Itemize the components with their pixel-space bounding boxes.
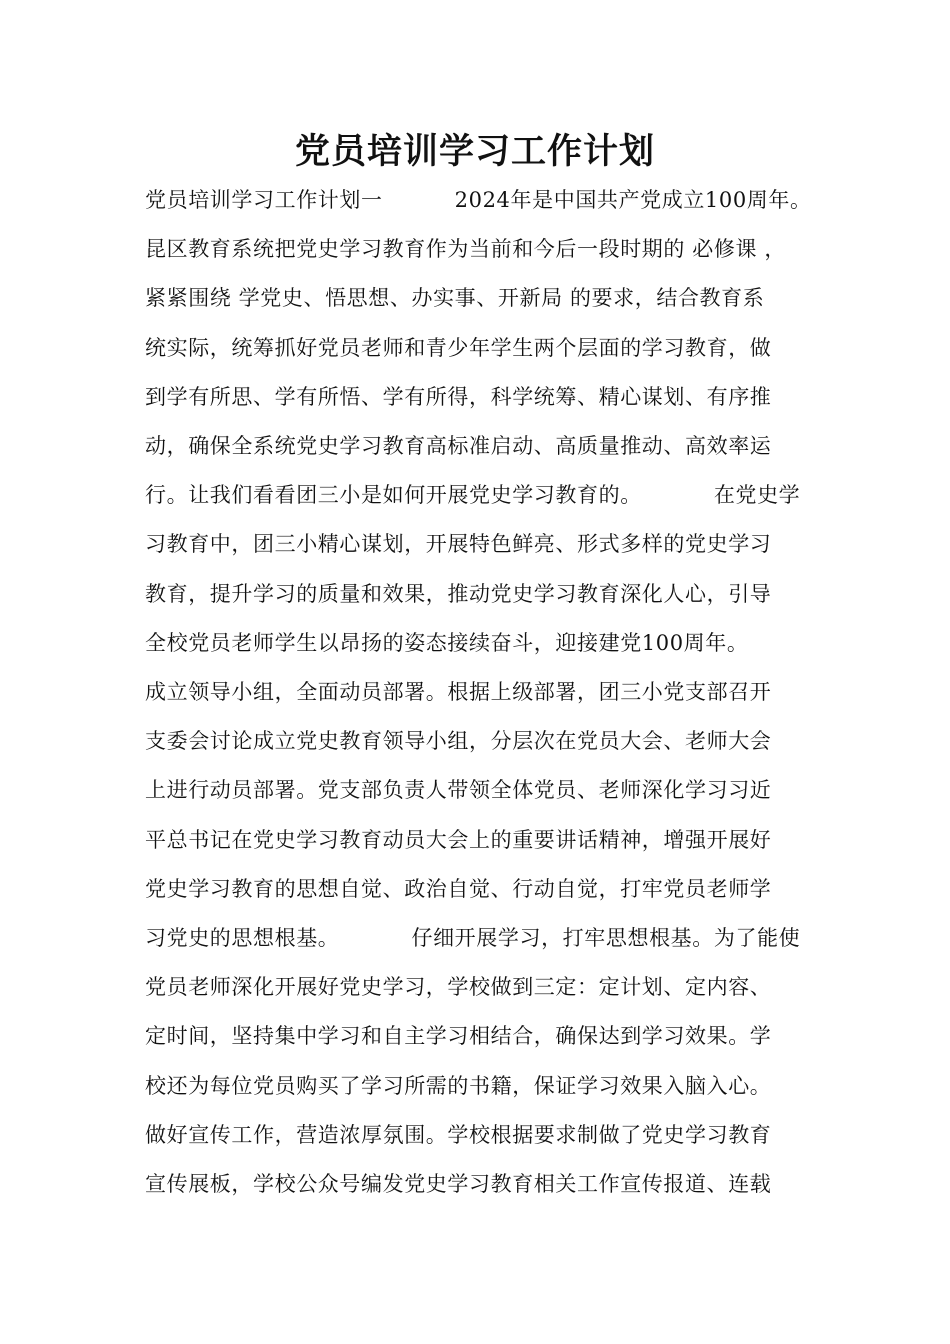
body-line: 统实际，统筹抓好党员老师和青少年学生两个层面的学习教育，做 — [145, 336, 772, 360]
document-title: 党员培训学习工作计划 — [294, 132, 655, 172]
body-line: 动，确保全系统党史学习教育高标准启动、高质量推动、高效率运 — [145, 434, 772, 458]
body-line: 成立领导小组，全面动员部署。根据上级部署，团三小党支部召开 — [145, 680, 772, 704]
body-line: 上进行动员部署。党支部负责人带领全体党员、老师深化学习习近 — [145, 778, 772, 802]
body-line: 习教育中，团三小精心谋划，开展特色鲜亮、形式多样的党史学习 — [145, 532, 772, 556]
body-line: 全校党员老师学生以昂扬的姿态接续奋斗，迎接建党100周年。 — [145, 631, 749, 655]
body-line: 昆区教育系统把党史学习教育作为当前和今后一段时期的 必修课 ， — [145, 237, 786, 261]
body-line: 校还为每位党员购买了学习所需的书籍，保证学习效果入脑入心。 — [145, 1074, 772, 1098]
body-line: 定时间，坚持集中学习和自主学习相结合，确保达到学习效果。学 — [145, 1024, 772, 1048]
body-line: 党史学习教育的思想自觉、政治自觉、行动自觉，打牢党员老师学 — [145, 877, 772, 901]
body-line: 宣传展板，学校公众号编发党史学习教育相关工作宣传报道、连载 — [145, 1172, 772, 1196]
body-line: 支委会讨论成立党史教育领导小组，分层次在党员大会、老师大会 — [145, 729, 772, 753]
body-line: 做好宣传工作，营造浓厚氛围。学校根据要求制做了党史学习教育 — [145, 1123, 772, 1147]
body-line: 到学有所思、学有所悟、学有所得，科学统筹、精心谋划、有序推 — [145, 385, 772, 409]
body-line: 平总书记在党史学习教育动员大会上的重要讲话精神，增强开展好 — [145, 828, 772, 852]
body-line: 教育，提升学习的质量和效果，推动党史学习教育深化人心，引导 — [145, 582, 772, 606]
body-line: 党员培训学习工作计划一 2024年是中国共产党成立100周年。 — [145, 188, 812, 212]
body-line: 行。让我们看看团三小是如何开展党史学习教育的。 在党史学 — [145, 483, 801, 507]
body-line: 紧紧围绕 学党史、悟思想、办实事、开新局 的要求，结合教育系 — [145, 286, 765, 310]
body-line: 习党史的思想根基。 仔细开展学习，打牢思想根基。为了能使 — [145, 926, 801, 950]
body-line: 党员老师深化开展好党史学习，学校做到三定：定计划、定内容、 — [145, 975, 772, 999]
